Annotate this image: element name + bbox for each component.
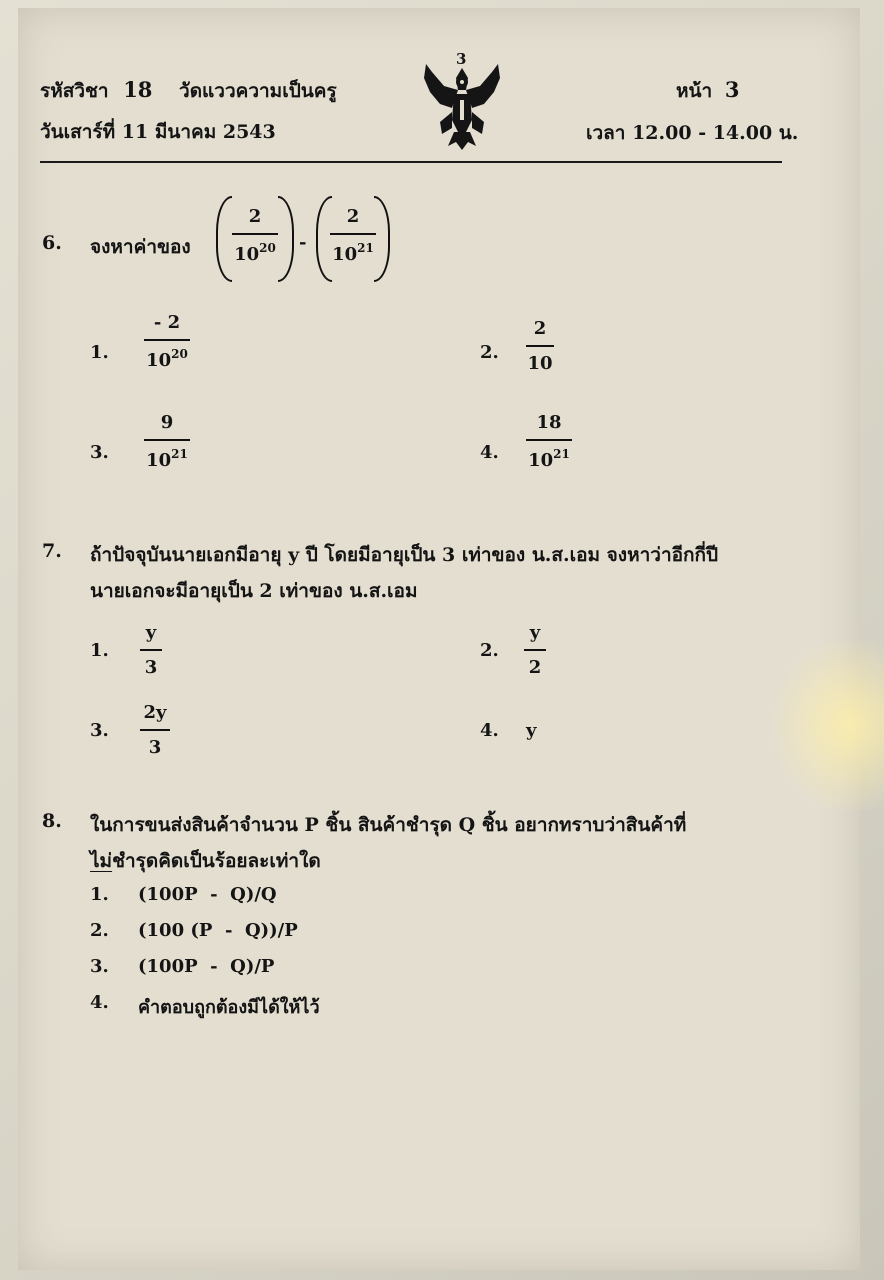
fraction-base: 10 <box>146 349 172 371</box>
option-number: 4. <box>480 442 499 463</box>
header-divider <box>40 161 782 163</box>
q7-option-2-fraction <box>524 622 546 678</box>
exam-date: วันเสาร์ที่ 11 มีนาคม 2543 <box>40 121 276 143</box>
fraction-numerator: 2 <box>346 206 360 227</box>
fraction-numerator: 2 <box>248 206 262 227</box>
q8-option-3-text: (100P - Q)/P <box>138 956 275 977</box>
fraction-exponent: 21 <box>553 446 570 461</box>
option-number: 2. <box>480 342 499 363</box>
question-7-line-2: นายเอกจะมีอายุเป็น 2 เท่าของ น.ส.เอม <box>90 580 418 602</box>
q8-option-2-text: (100 (P - Q))/P <box>138 920 298 941</box>
option-number: 2. <box>480 640 499 661</box>
course-name: วัดแววความเป็นครู <box>179 80 337 102</box>
option-number: 3. <box>90 720 109 741</box>
fraction-denominator: 3 <box>148 736 162 758</box>
fraction-numerator: 18 <box>536 412 562 433</box>
fraction-base: 10 <box>527 352 553 374</box>
option-number: 4. <box>480 720 499 741</box>
question-6-number: 6. <box>42 232 62 254</box>
course-code-label: รหัสวิชา <box>40 80 109 102</box>
course-code: 18 <box>123 77 153 102</box>
question-7-number: 7. <box>42 540 62 562</box>
q6-option-1-fraction <box>144 312 190 371</box>
garuda-emblem-icon <box>418 50 506 158</box>
q7-option-1-fraction <box>140 622 162 678</box>
option-number: 4. <box>90 992 109 1013</box>
q8-option-1-text: (100P - Q)/Q <box>138 884 277 905</box>
q6-fraction-b <box>330 206 376 265</box>
option-number: 2. <box>90 920 109 941</box>
option-number: 3. <box>90 956 109 977</box>
fraction-numerator: y <box>145 622 157 643</box>
fraction-exponent: 20 <box>171 346 188 361</box>
question-7-line-1: ถ้าปัจจุบันนายเอกมีอายุ y ปี โดยมีอายุเป็น 3 เท่าของ น.ส.เอม จงหาว่าอีกกี่ปี <box>90 544 719 566</box>
fraction-exponent: 21 <box>357 240 374 255</box>
option-number: 3. <box>90 442 109 463</box>
line-2-rest: ชำรุดคิดเป็นร้อยละเท่าใด <box>112 850 321 872</box>
fraction-exponent: 20 <box>259 240 276 255</box>
question-6-text: จงหาค่าของ <box>90 236 191 258</box>
fraction-denominator: 2 <box>528 656 542 678</box>
fraction-base: 10 <box>234 243 260 265</box>
emblem-number: 3 <box>456 50 467 68</box>
page-number: 3 <box>724 77 740 102</box>
page-label: หน้า <box>676 80 713 102</box>
q6-option-3-fraction <box>144 412 190 471</box>
question-8-line-2 <box>90 846 321 876</box>
underlined-not: ไม่ <box>90 850 113 872</box>
q6-option-4-fraction <box>526 412 572 471</box>
course-header <box>40 76 337 106</box>
q6-option-2-fraction <box>526 318 554 374</box>
fraction-numerator: y <box>529 622 541 643</box>
minus-operator: - <box>299 232 307 253</box>
option-number: 1. <box>90 884 109 905</box>
fraction-exponent: 21 <box>171 446 188 461</box>
option-number: 1. <box>90 342 109 363</box>
fraction-numerator: - 2 <box>153 312 181 333</box>
fraction-numerator: 9 <box>160 412 174 433</box>
light-glare <box>774 640 884 810</box>
fraction-numerator: 2 <box>533 318 547 339</box>
question-8-line-1: ในการขนส่งสินค้าจำนวน P ชิ้น สินค้าชำรุด Q ชิ้น อยากทราบว่าสินค้าที่ <box>90 814 687 836</box>
page-indicator <box>676 76 739 106</box>
fraction-base: 10 <box>528 449 554 471</box>
option-number: 1. <box>90 640 109 661</box>
question-8-number: 8. <box>42 810 62 832</box>
q7-option-3-fraction <box>140 702 170 758</box>
q6-fraction-a <box>232 206 278 265</box>
fraction-base: 10 <box>332 243 358 265</box>
q8-option-4-text: คำตอบถูกต้องมีได้ให้ไว้ <box>138 997 320 1018</box>
fraction-numerator: 2y <box>143 702 167 723</box>
q7-option-4-text: y <box>526 720 537 741</box>
fraction-base: 10 <box>146 449 172 471</box>
fraction-denominator: 3 <box>144 656 158 678</box>
exam-time: เวลา 12.00 - 14.00 น. <box>586 122 799 144</box>
